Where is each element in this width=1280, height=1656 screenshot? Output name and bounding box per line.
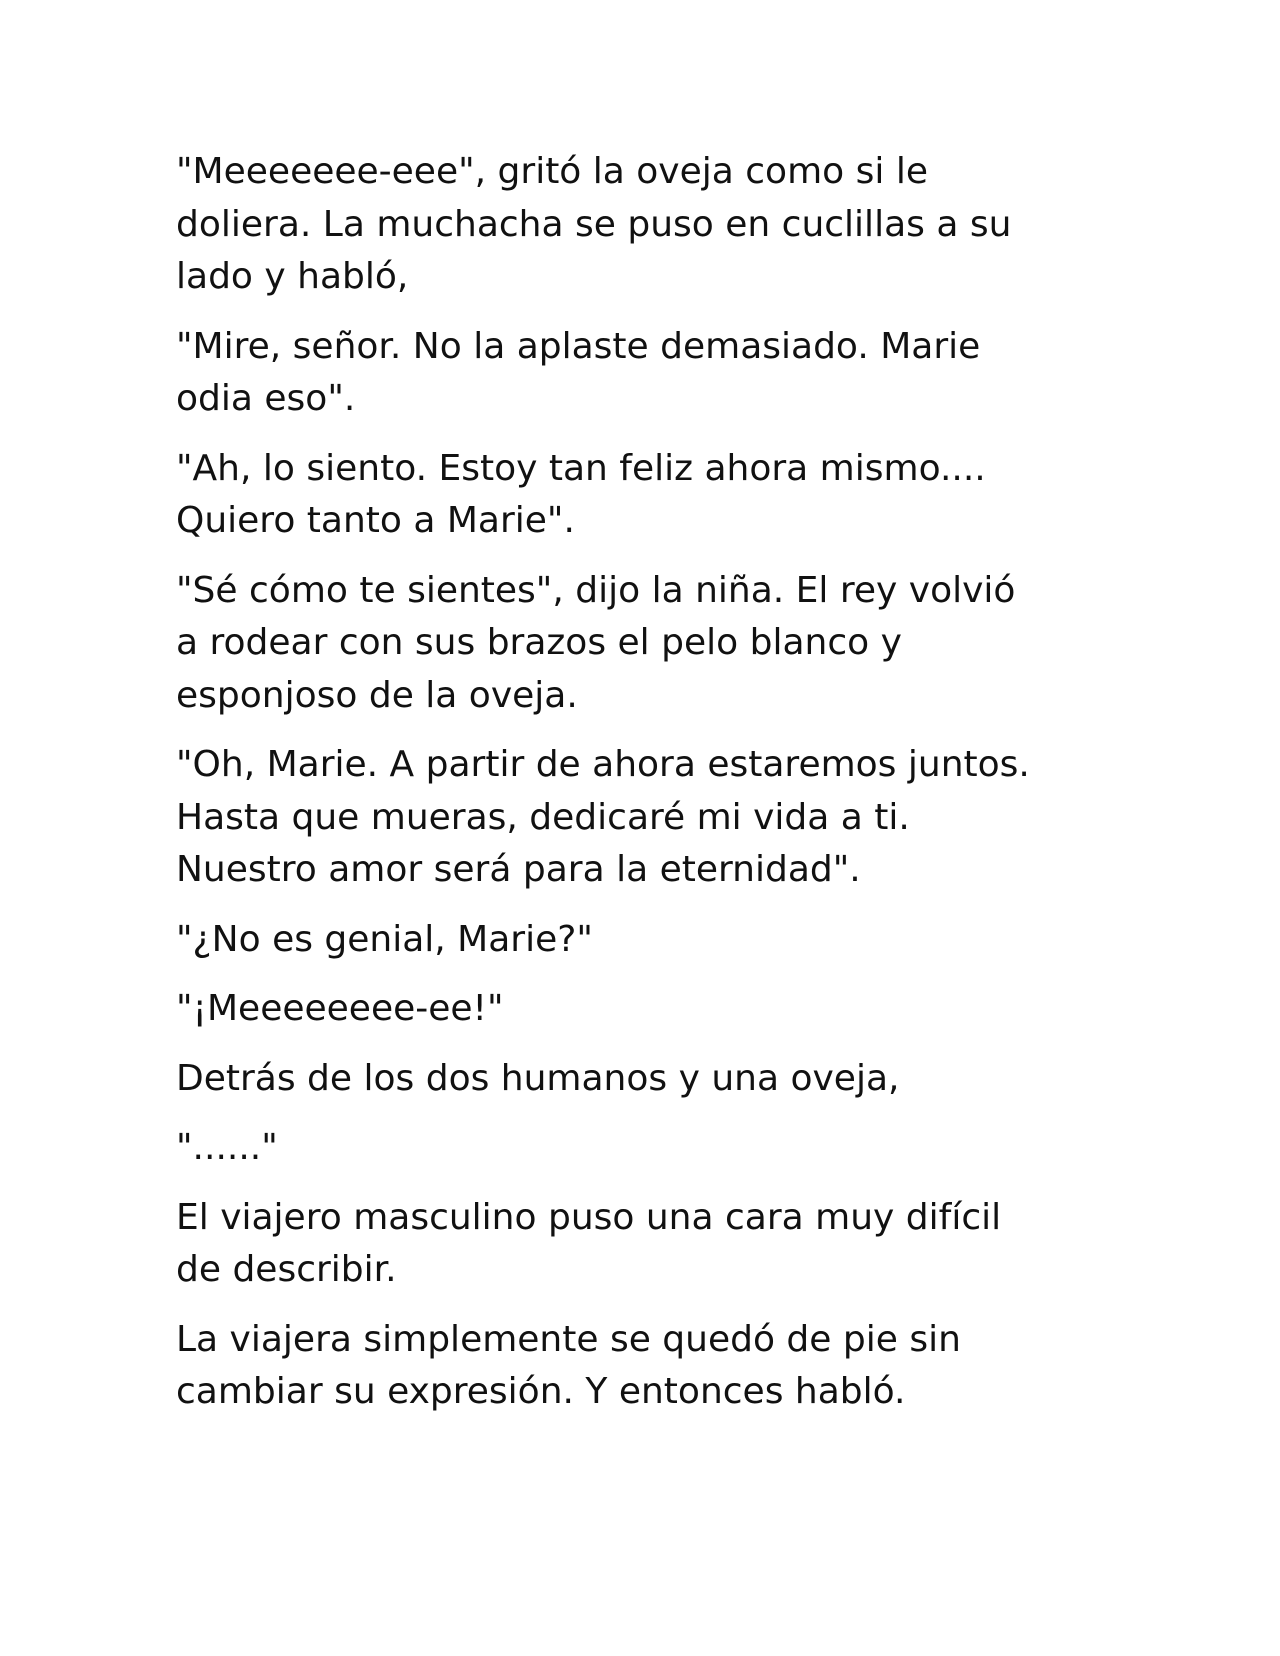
text-line: de describir. — [176, 1249, 397, 1290]
text-line: "Sé cómo te sientes", dijo la niña. El rey volvió — [176, 569, 1016, 611]
text-line: "Ah, lo siento. Estoy tan feliz ahora mismo.... — [176, 447, 986, 489]
text-line: lado y habló, — [176, 256, 409, 297]
text-line: "Mire, señor. No la aplaste demasiado. Marie — [176, 325, 981, 367]
text-line: La viajera simplemente se quedó de pie sin — [176, 1318, 961, 1360]
paragraph — [176, 1314, 1096, 1419]
text-line: Nuestro amor será para la eternidad". — [176, 849, 861, 890]
text-line: a rodear con sus brazos el pelo blanco y — [176, 622, 902, 663]
text-line: "¡Meeeeeeee-ee!" — [176, 988, 504, 1029]
paragraph — [176, 565, 1096, 723]
text-line: Detrás de los dos humanos y una oveja, — [176, 1057, 900, 1099]
text-line: "¿No es genial, Marie?" — [176, 918, 593, 960]
paragraph — [176, 914, 1096, 967]
text-line: cambiar su expresión. Y entonces habló. — [176, 1371, 906, 1412]
text-line: doliera. La muchacha se puso en cuclillas a su — [176, 203, 1012, 245]
text-line: "Oh, Marie. A partir de ahora estaremos juntos. — [176, 744, 1030, 785]
paragraph — [176, 146, 1096, 304]
text-line: "Meeeeeee-eee", gritó la oveja como si le — [176, 151, 928, 192]
paragraph — [176, 983, 1096, 1036]
paragraph — [176, 321, 1096, 426]
text-line: El viajero masculino puso una cara muy difícil — [176, 1196, 1002, 1238]
paragraph — [176, 1192, 1096, 1297]
text-line: odia eso". — [176, 378, 356, 419]
text-line: esponjoso de la oveja. — [176, 674, 578, 716]
paragraph — [176, 1122, 1096, 1175]
text-line: Hasta que mueras, dedicaré mi vida a ti. — [176, 796, 910, 838]
paragraph — [176, 739, 1096, 897]
text-line: Quiero tanto a Marie". — [176, 500, 575, 541]
text-line: "......" — [176, 1127, 278, 1168]
paragraph — [176, 1053, 1096, 1106]
document-page — [176, 146, 1096, 1436]
paragraph — [176, 443, 1096, 548]
